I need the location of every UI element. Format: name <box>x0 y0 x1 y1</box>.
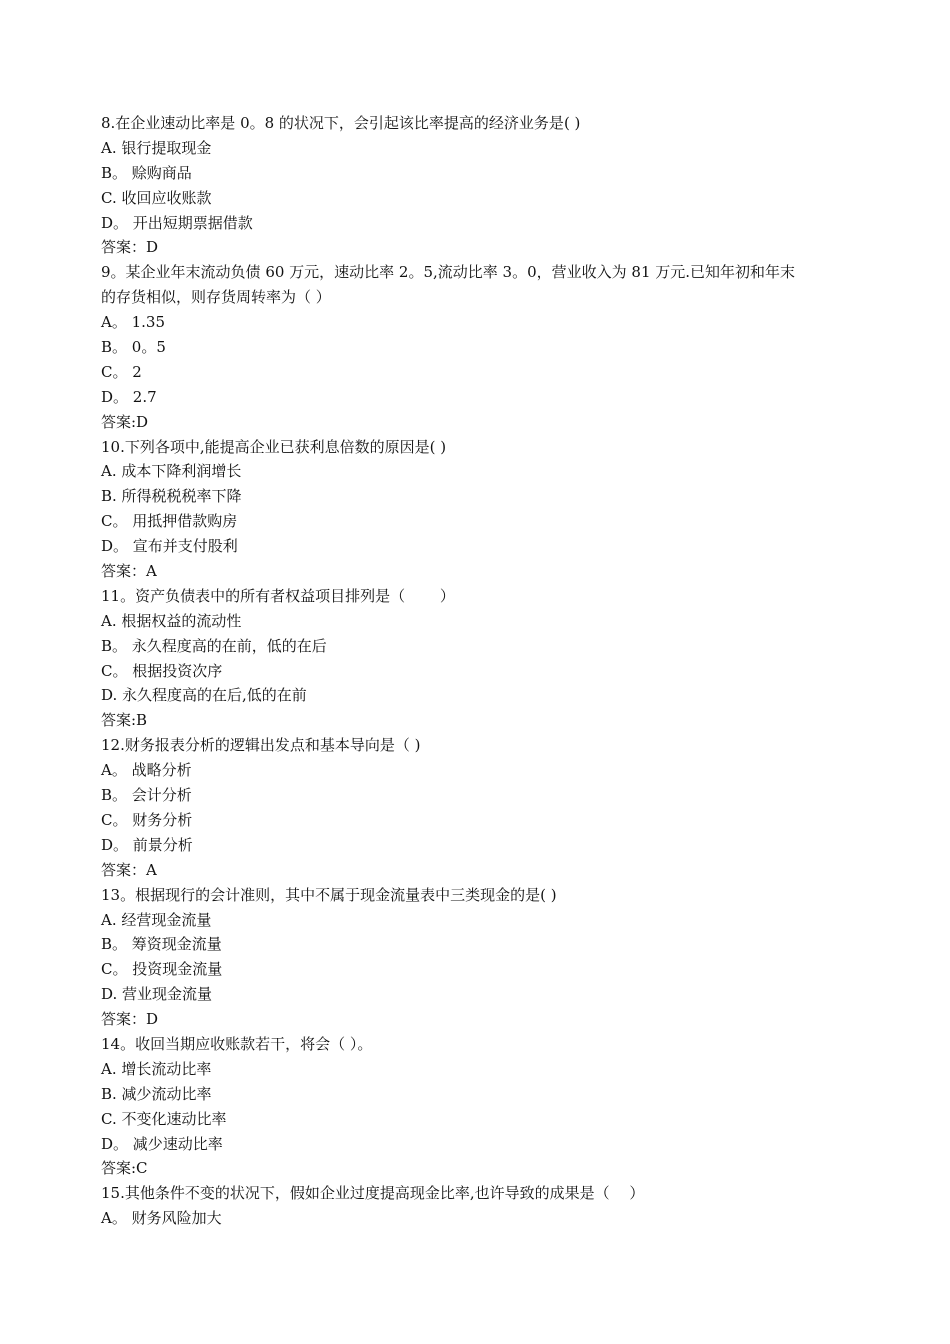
question-9-option-a: A。 1.35 <box>101 313 165 332</box>
question-12-option-b: B。 会计分析 <box>101 786 192 805</box>
question-10-option-a: A. 成本下降利润增长 <box>101 462 242 481</box>
question-14-option-b: B. 减少流动比率 <box>101 1084 212 1103</box>
question-11-answer: 答案:B <box>101 711 148 730</box>
question-11-option-b: B。 永久程度高的在前，低的在后 <box>101 636 327 655</box>
question-13-option-d: D. 营业现金流量 <box>101 985 213 1004</box>
question-12-answer: 答案：A <box>101 860 157 879</box>
question-12-option-c: C。 财务分析 <box>101 810 193 829</box>
question-13-option-a: A. 经营现金流量 <box>101 910 212 929</box>
question-9-option-d: D。 2.7 <box>101 387 157 406</box>
question-9-stem-line-2: 的存货相似，则存货周转率为（ ） <box>101 288 331 307</box>
question-8-answer: 答案：D <box>101 238 159 257</box>
question-13-answer: 答案：D <box>101 1010 159 1029</box>
question-12-option-a: A。 战略分析 <box>101 761 192 780</box>
question-9-option-c: C。 2 <box>101 362 142 381</box>
question-11-option-d: D. 永久程度高的在后,低的在前 <box>101 686 307 705</box>
question-10-option-b: B. 所得税税税率下降 <box>101 487 242 506</box>
question-9-stem-line-1: 9。某企业年末流动负债 60 万元，速动比率 2。5,流动比率 3。0，营业收入为 81 万元.已知年初和年末 <box>101 263 796 282</box>
question-10-stem: 10.下列各项中,能提高企业已获利息倍数的原因是( ) <box>101 437 447 456</box>
question-10-option-c: C。 用抵押借款购房 <box>101 512 238 531</box>
question-8-option-a: A. 银行提取现金 <box>101 138 212 157</box>
question-15-stem: 15.其他条件不变的状况下，假如企业过度提高现金比率,也许导致的成果是（ ） <box>101 1184 645 1203</box>
question-14-option-a: A. 增长流动比率 <box>101 1059 212 1078</box>
question-8-option-d: D。 开出短期票据借款 <box>101 213 253 232</box>
question-14-option-c: C. 不变化速动比率 <box>101 1109 227 1128</box>
document-page <box>101 111 861 1231</box>
question-14-stem: 14。收回当期应收账款若干，将会（ ）。 <box>101 1034 373 1053</box>
question-9-option-b: B。 0。5 <box>101 338 166 357</box>
question-14-option-d: D。 减少速动比率 <box>101 1134 223 1153</box>
question-8-stem: 8.在企业速动比率是 0。8 的状况下，会引起该比率提高的经济业务是( ) <box>101 114 581 132</box>
question-14-answer: 答案:C <box>101 1159 148 1178</box>
question-13-stem: 13。根据现行的会计准则，其中不属于现金流量表中三类现金的是( ) <box>101 885 557 904</box>
question-13-option-b: B。 筹资现金流量 <box>101 935 222 954</box>
question-8-option-b: B。 赊购商品 <box>101 163 192 182</box>
question-11-option-a: A. 根据权益的流动性 <box>101 611 242 630</box>
question-11-stem: 11。资产负债表中的所有者权益项目排列是（ ） <box>101 586 455 605</box>
question-10-answer: 答案：A <box>101 562 157 581</box>
question-12-option-d: D。 前景分析 <box>101 835 193 854</box>
question-13-option-c: C。 投资现金流量 <box>101 960 223 979</box>
question-10-option-d: D。 宣布并支付股利 <box>101 537 238 556</box>
question-12-stem: 12.财务报表分析的逻辑出发点和基本导向是（ ) <box>101 736 421 755</box>
question-15-option-a: A。 财务风险加大 <box>101 1209 222 1228</box>
question-11-option-c: C。 根据投资次序 <box>101 661 223 680</box>
question-9-answer: 答案:D <box>101 412 149 431</box>
question-8-option-c: C. 收回应收账款 <box>101 188 212 207</box>
